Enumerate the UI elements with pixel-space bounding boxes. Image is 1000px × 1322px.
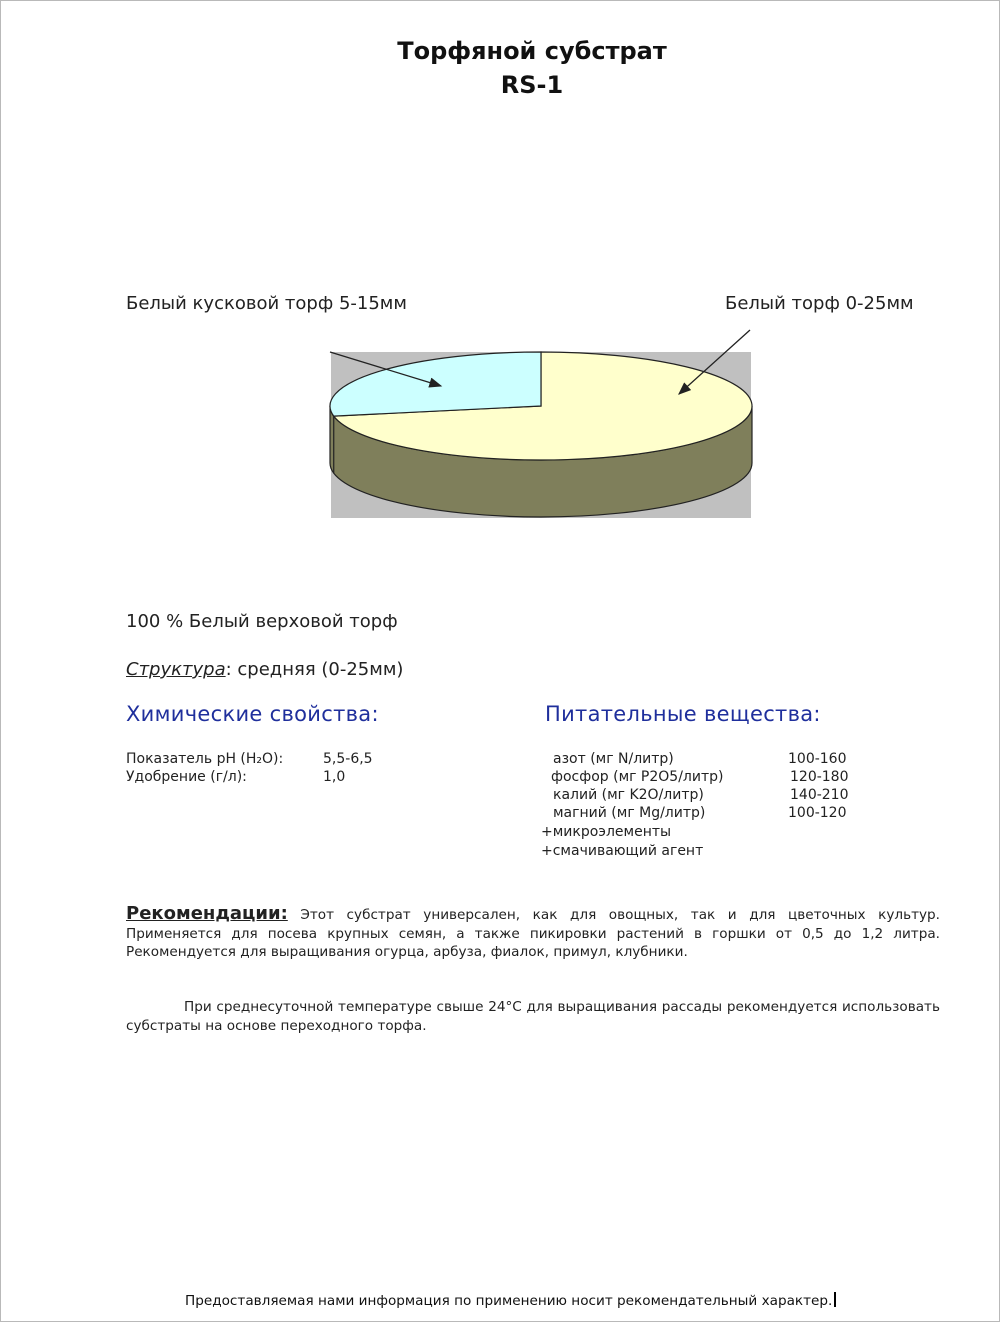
chem-row-value: 1,0 — [323, 769, 346, 785]
nutrient-extra: +микроэлементы — [541, 824, 672, 840]
temperature-note: При среднесуточной температуре свыше 24°С для выращивания рассады рекомендуется использовать субстраты на основе переходного торфа. — [126, 999, 940, 1034]
nutrient-value: 120-180 — [790, 769, 849, 785]
chart-label-large: Белый торф 0-25мм — [725, 293, 914, 314]
chart-label-small: Белый кусковой торф 5-15мм — [126, 293, 407, 314]
nutrient-value: 140-210 — [790, 787, 849, 803]
structure-value: : средняя (0-25мм) — [225, 659, 404, 680]
nutrient-name: азот (мг N/литр) — [553, 751, 674, 767]
nutrient-value: 100-120 — [788, 805, 847, 821]
recommendations-text: Этот субстрат универсален, как для овощных, так и для цветочных культур. Применяется для посева крупных семян, а также пикировки растений в горшки от 0,5 до 1,2 литра. Рекомендуется для выращивания огурца, арбуза, фиалок, примул, клубники. — [126, 907, 940, 960]
footer-text: Предоставляемая нами информация по применению носит рекомендательный характер. — [185, 1293, 833, 1309]
title-line-2: RS-1 — [500, 71, 564, 99]
footer-note — [185, 1292, 836, 1309]
structure-line — [126, 659, 403, 680]
chem-heading: Химические свойства: — [126, 702, 379, 726]
chem-row-name: Показатель pH (H₂O): — [126, 751, 284, 767]
nutrient-name: фосфор (мг P2O5/литр) — [551, 769, 724, 785]
recommendations-paragraph — [126, 905, 940, 962]
chem-row-value: 5,5-6,5 — [323, 751, 373, 767]
nutrient-name: калий (мг K2O/литр) — [553, 787, 704, 803]
nutrients-heading: Питательные вещества: — [545, 702, 821, 726]
chem-row-name: Удобрение (г/л): — [126, 769, 247, 785]
composition-text: 100 % Белый верховой торф — [126, 611, 398, 632]
text-cursor — [834, 1292, 836, 1307]
structure-label: Структура — [126, 659, 226, 680]
pie-chart — [0, 0, 1000, 560]
nutrient-value: 100-160 — [788, 751, 847, 767]
recommendations-title: Рекомендации: — [126, 903, 288, 924]
title-line-1: Торфяной субстрат — [397, 37, 667, 65]
nutrient-extra: +смачивающий агент — [541, 843, 704, 859]
nutrient-name: магний (мг Mg/литр) — [553, 805, 706, 821]
